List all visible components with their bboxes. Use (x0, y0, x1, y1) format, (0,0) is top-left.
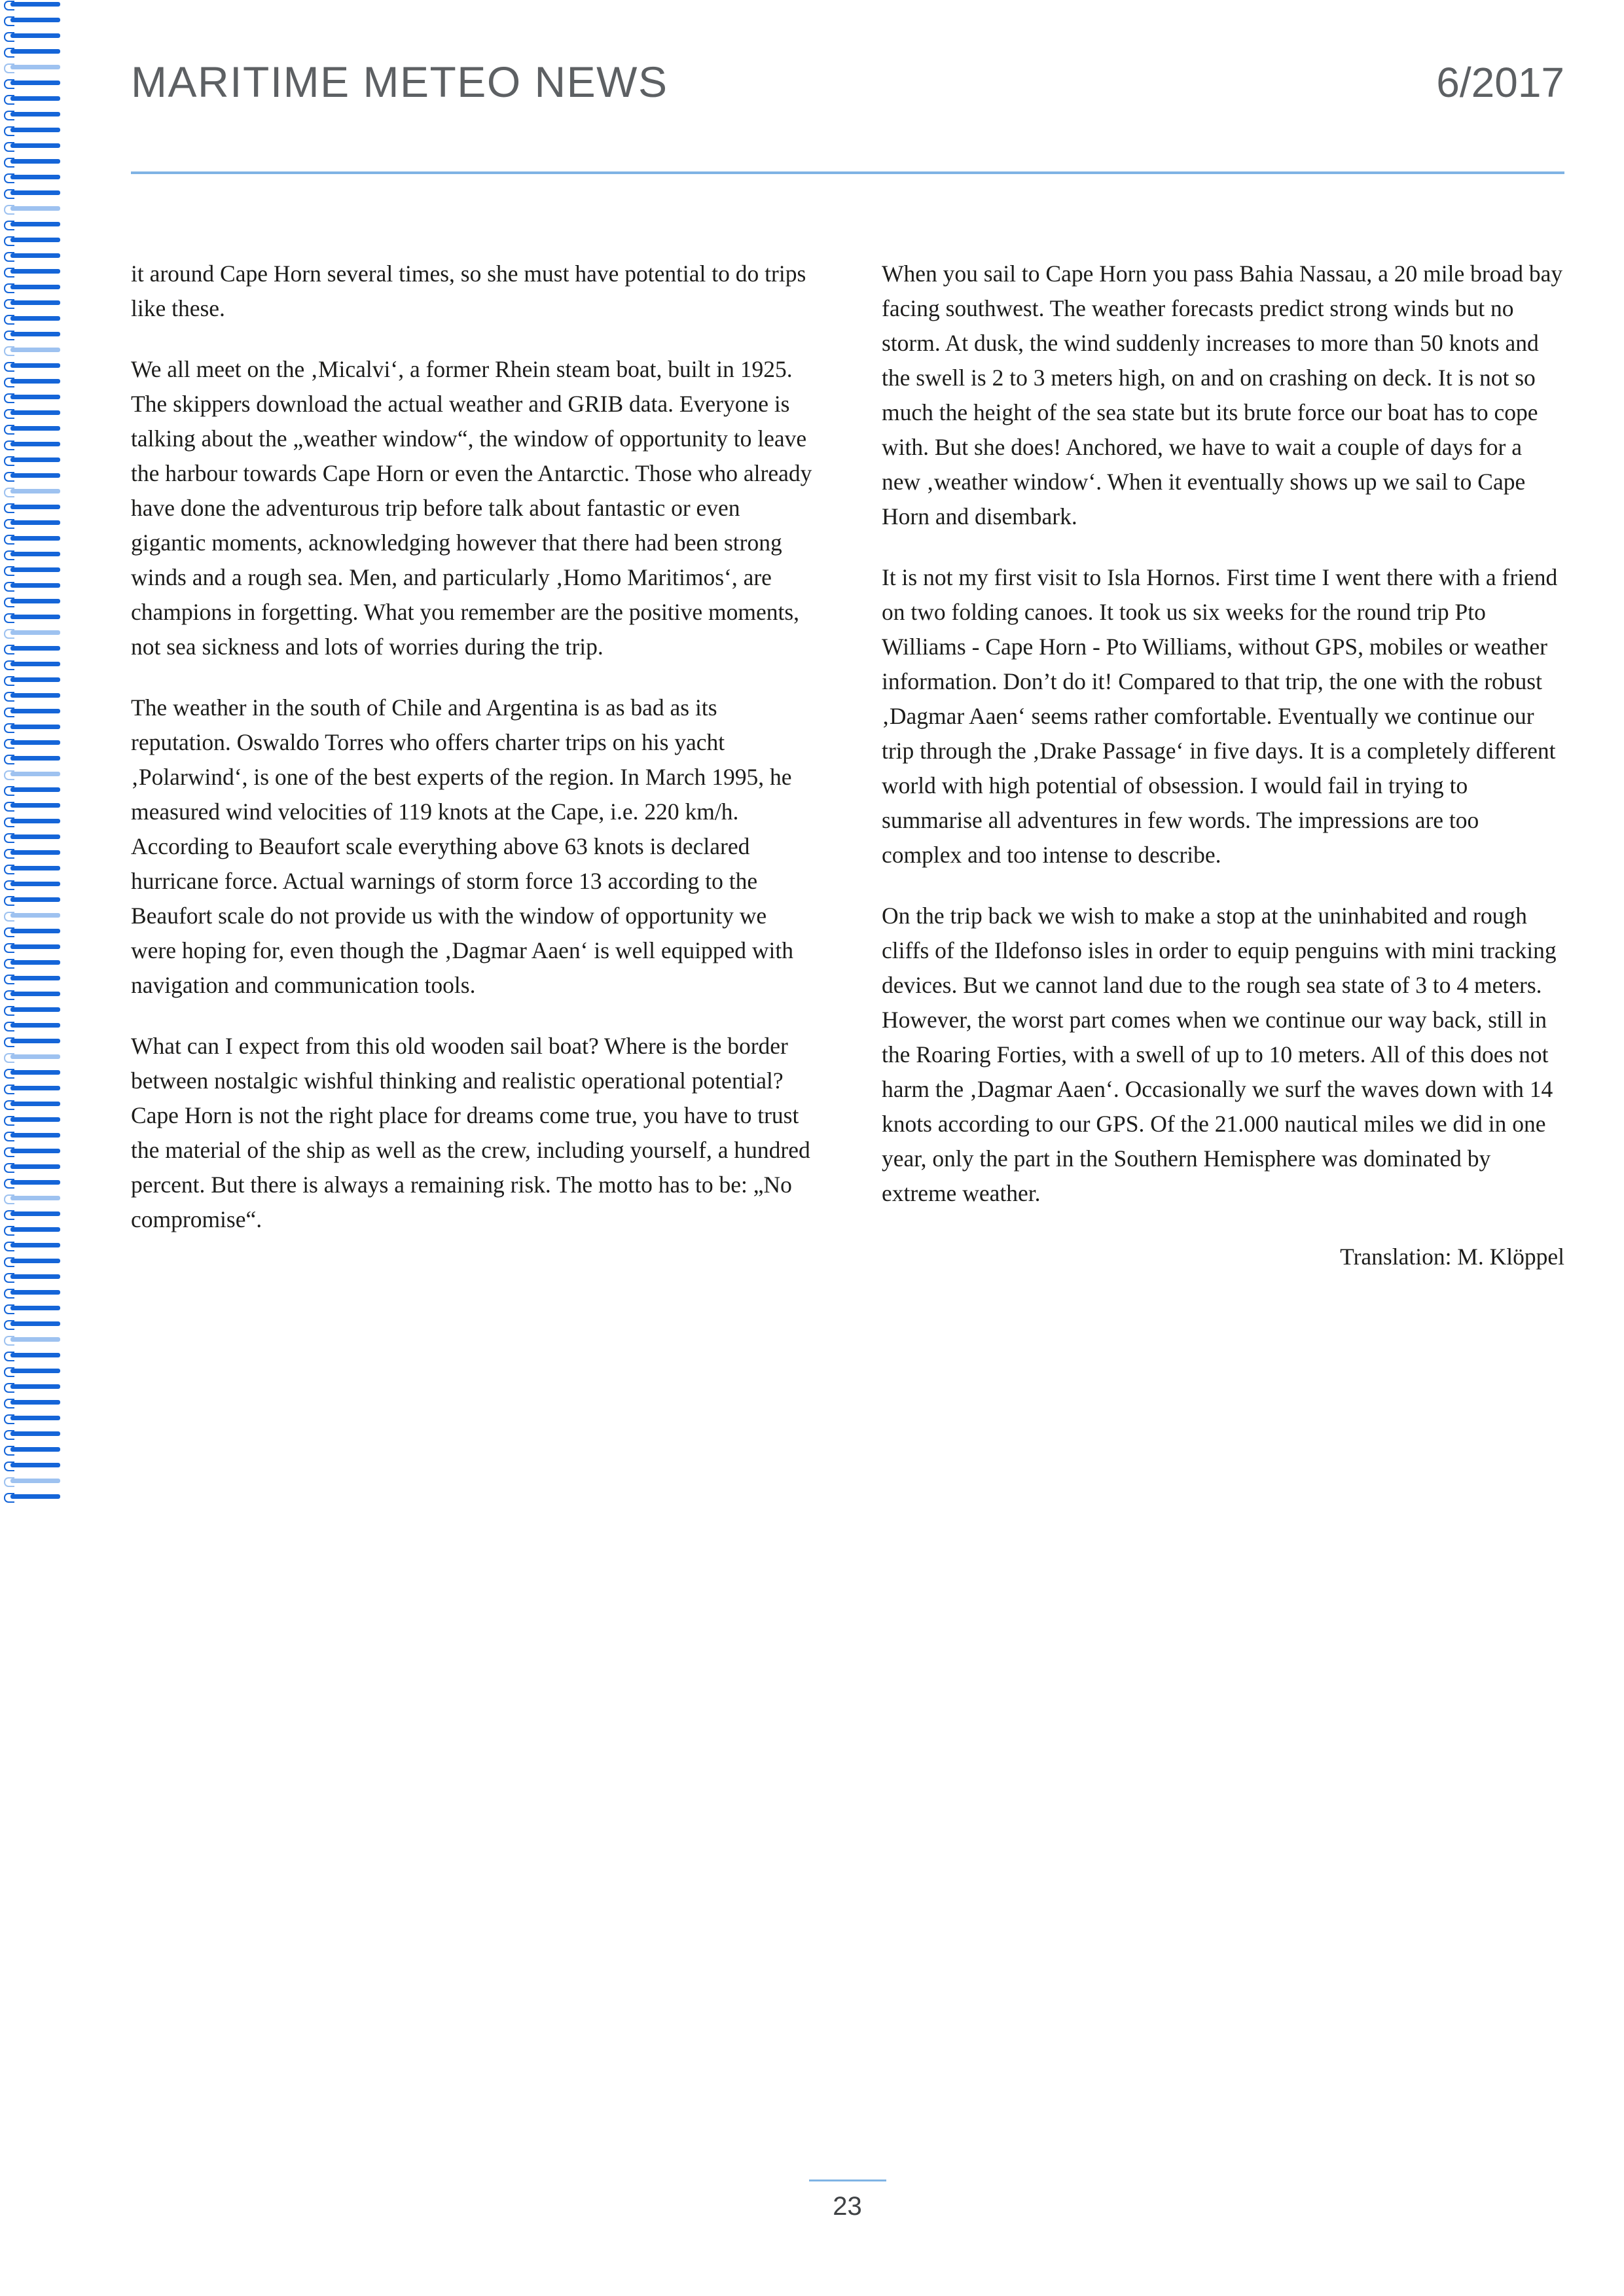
binding-ring (0, 393, 71, 402)
paragraph: It is not my first visit to Isla Hornos. First time I went there with a friend on two folding canoes. It took us six weeks for the round trip Pto Williams - Cape Horn - Pto Williams, without GPS, mobiles or weather information. Don’t do it! Compared to that trip, the one with the robust ‚Dagmar Aaen‘ seems rather comfortable. Eventually we continue our trip through the ‚Drake Passage‘ in five days. It is a completely different world with high potential of obsession. I would fail in trying to summarise all adventures in few words. The impressions are too complex and too intense to describe. (882, 564, 1558, 868)
page-footer (71, 2179, 1624, 2221)
binding-ring (0, 1335, 71, 1344)
binding-ring (0, 1021, 71, 1030)
binding-ring (0, 1084, 71, 1093)
paragraph: On the trip back we wish to make a stop at the uninhabited and rough cliffs of the Ildefonso isles in order to equip penguins with mini tracking devices. But we cannot land due to the rough sea state of 3 to 4 meters. However, the worst part comes when we continue our way back, still in the Roaring Forties, with a swell of up to 10 meters. All of this does not harm the ‚Dagmar Aaen‘. Occasionally we surf the waves down with 14 knots according to our GPS. Of the 21.000 nautical miles we did in one year, only the part in the Southern Hemisphere was dominated by extreme weather. (882, 903, 1557, 1206)
binding-ring (0, 597, 71, 606)
masthead (131, 58, 1564, 106)
binding-ring (0, 880, 71, 889)
binding-ring (0, 942, 71, 952)
binding-ring (0, 126, 71, 135)
binding-ring (0, 1492, 71, 1501)
binding-ring (0, 1288, 71, 1297)
binding-ring (0, 408, 71, 418)
binding-ring (0, 518, 71, 528)
binding-ring (0, 581, 71, 590)
binding-ring (0, 534, 71, 543)
binding-ring (0, 691, 71, 700)
binding-ring (0, 817, 71, 826)
binding-ring (0, 361, 71, 370)
binding-ring (0, 94, 71, 103)
binding-ring (0, 1115, 71, 1124)
binding-ring (0, 1477, 71, 1486)
footer-divider (809, 2179, 886, 2181)
binding-ring (0, 79, 71, 88)
binding-ring (0, 1147, 71, 1156)
binding-ring (0, 1194, 71, 1203)
binding-ring (0, 565, 71, 575)
binding-ring (0, 1052, 71, 1062)
binding-ring (0, 785, 71, 795)
binding-ring (0, 990, 71, 999)
binding-ring (0, 1068, 71, 1077)
binding-ring (0, 1398, 71, 1407)
binding-ring (0, 974, 71, 983)
binding-ring (0, 1272, 71, 1282)
left-column (131, 257, 814, 1274)
binding-ring (0, 141, 71, 151)
binding-ring (0, 1351, 71, 1360)
binding-ring (0, 236, 71, 245)
binding-ring (0, 1178, 71, 1187)
binding-ring (0, 864, 71, 873)
binding-ring (0, 675, 71, 685)
binding-ring (0, 0, 71, 9)
paragraph: When you sail to Cape Horn you pass Bahia Nassau, a 20 mile broad bay facing southwest. The weather forecasts predict strong winds but no storm. At dusk, the wind suddenly increases to more than 50 knots and the swell is 2 to 3 meters high, on and on crashing on deck. It is not so much the height of the sea state but its brute force our boat has to cope with. But she does! Anchored, we have to wait a couple of days for a new ‚weather window‘. When it eventually shows up we sail to Cape Horn and disembark. (882, 260, 1563, 529)
binding-ring (0, 298, 71, 308)
binding-ring (0, 47, 71, 56)
binding-ring (0, 1100, 71, 1109)
publication-title: MARITIME METEO NEWS (131, 58, 668, 106)
binding-ring (0, 613, 71, 622)
binding-ring (0, 487, 71, 496)
binding-ring (0, 503, 71, 512)
binding-ring (0, 173, 71, 182)
binding-ring (0, 1461, 71, 1470)
binding-ring (0, 267, 71, 276)
binding-ring (0, 754, 71, 763)
binding-ring (0, 911, 71, 920)
binding-ring (0, 927, 71, 936)
binding-ring (0, 110, 71, 119)
binding-ring (0, 377, 71, 386)
paragraph: it around Cape Horn several times, so she must have potential to do trips like these. (131, 260, 806, 321)
binding-ring (0, 314, 71, 323)
paragraph: What can I expect from this old wooden sail boat? Where is the border between nostalgic wishful thinking and realistic operational potential? Cape Horn is not the right place for dreams come true, you have to trust the material of the ship as well as the crew, including yourself, a hundred percent. But there is always a remaining risk. The motto has to be: „No compromise“. (131, 1033, 810, 1232)
binding-ring (0, 251, 71, 260)
binding-ring (0, 1367, 71, 1376)
binding-ring (0, 283, 71, 292)
binding-ring (0, 628, 71, 637)
page-number: 23 (833, 2192, 862, 2221)
binding-ring (0, 1225, 71, 1234)
issue-number: 6/2017 (1436, 59, 1564, 106)
binding-ring (0, 550, 71, 559)
binding-ring (0, 157, 71, 166)
paragraph: The weather in the south of Chile and Argentina is as bad as its reputation. Oswaldo Torres who offers charter trips on his yacht ‚Polarwind‘, is one of the best experts of the region. In March 1995, he measured wind velocities of 119 knots at the Cape, i.e. 220 km/h. According to Beaufort scale everything above 63 knots is declared hurricane force. Actual warnings of storm force 13 according to the Beaufort scale do not provide us with the window of opportunity we were hoping for, even though the ‚Dagmar Aaen‘ is well equipped with navigation and communication tools. (131, 694, 794, 998)
document-page (71, 0, 1624, 2296)
binding-ring (0, 1319, 71, 1329)
binding-rings (0, 0, 71, 1508)
binding-ring (0, 1131, 71, 1140)
binding-ring (0, 1257, 71, 1266)
binding-ring (0, 220, 71, 229)
binding-ring (0, 958, 71, 967)
translation-credit: Translation: M. Klöppel (1340, 1244, 1564, 1270)
binding-ring (0, 63, 71, 72)
masthead-divider (131, 171, 1564, 174)
binding-ring (0, 723, 71, 732)
binding-ring (0, 707, 71, 716)
binding-ring (0, 471, 71, 480)
binding-ring (0, 1445, 71, 1454)
binding-ring (0, 770, 71, 779)
binding-ring (0, 833, 71, 842)
binding-ring (0, 1210, 71, 1219)
paragraph: We all meet on the ‚Micalvi‘, a former Rhein steam boat, built in 1925. The skippers download the actual weather and GRIB data. Everyone is talking about the „weather window“, the window of opportunity to leave the harbour towards Cape Horn or even the Antarctic. Those who already have done the adventurous trip before talk about fantastic or even gigantic moments, acknowledging however that there had been strong winds and a rough sea. Men, and particularly ‚Homo Maritimos‘, are champions in forgetting. What you remember are the positive moments, not sea sickness and lots of worries during the trip. (131, 356, 812, 660)
binding-ring (0, 1429, 71, 1439)
binding-ring (0, 204, 71, 213)
binding-ring (0, 895, 71, 905)
spiral-binding (0, 0, 71, 2296)
binding-ring (0, 440, 71, 449)
binding-ring (0, 330, 71, 339)
right-column (882, 257, 1564, 1274)
binding-ring (0, 188, 71, 198)
binding-ring (0, 801, 71, 810)
binding-ring (0, 346, 71, 355)
binding-ring (0, 16, 71, 25)
binding-ring (0, 1414, 71, 1423)
binding-ring (0, 1241, 71, 1250)
binding-ring (0, 1005, 71, 1014)
binding-ring (0, 424, 71, 433)
binding-ring (0, 1162, 71, 1172)
binding-ring (0, 1382, 71, 1391)
binding-ring (0, 644, 71, 653)
binding-ring (0, 660, 71, 669)
article-body (131, 257, 1564, 1274)
binding-ring (0, 848, 71, 857)
binding-ring (0, 1037, 71, 1046)
binding-ring (0, 456, 71, 465)
binding-ring (0, 1304, 71, 1313)
binding-ring (0, 31, 71, 41)
binding-ring (0, 738, 71, 747)
